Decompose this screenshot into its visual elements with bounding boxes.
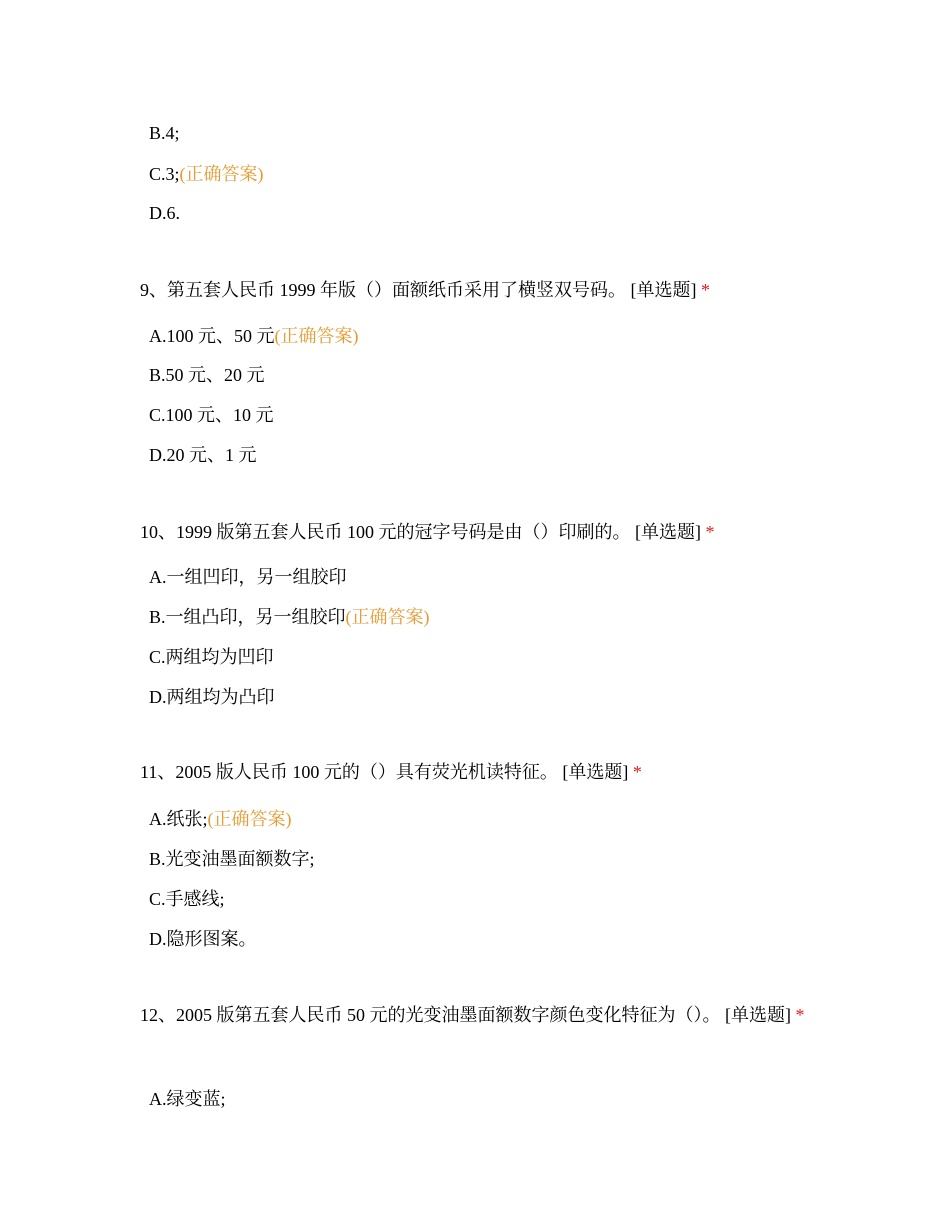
correct-answer-marker: (正确答案) bbox=[207, 809, 292, 829]
q8-option-d: D.6. bbox=[149, 203, 180, 223]
required-marker: * bbox=[705, 522, 715, 542]
question-text: 9、第五套人民币 1999 年版（）面额纸币采用了横竖双号码。 bbox=[140, 280, 626, 300]
q11-option-a: A.纸张;(正确答案) bbox=[149, 809, 292, 829]
q9-option-c: C.100 元、10 元 bbox=[149, 405, 274, 425]
question-text: 12、2005 版第五套人民币 50 元的光变油墨面额数字颜色变化特征为（）。 bbox=[140, 1005, 721, 1025]
correct-answer-marker: (正确答案) bbox=[274, 326, 359, 346]
q9-option-a: A.100 元、50 元(正确答案) bbox=[149, 326, 359, 346]
q9-option-b: B.50 元、20 元 bbox=[149, 365, 265, 385]
q9-option-d: D.20 元、1 元 bbox=[149, 445, 257, 465]
required-marker: * bbox=[632, 762, 642, 782]
q11-option-c: C.手感线; bbox=[149, 889, 225, 909]
q11-option-b: B.光变油墨面额数字; bbox=[149, 849, 315, 869]
question-type: [单选题] bbox=[562, 762, 629, 782]
q10-option-d: D.两组均为凸印 bbox=[149, 687, 275, 707]
question-type: [单选题] bbox=[630, 280, 697, 300]
q10-option-a: A.一组凹印，另一组胶印 bbox=[149, 567, 347, 587]
question-12 bbox=[140, 997, 805, 1033]
q12-option-a: A.绿变蓝; bbox=[149, 1089, 226, 1109]
correct-answer-marker: (正确答案) bbox=[345, 607, 430, 627]
required-marker: * bbox=[701, 280, 710, 300]
correct-answer-marker: (正确答案) bbox=[179, 164, 264, 184]
q8-option-b: B.4; bbox=[149, 123, 180, 143]
question-type: [单选题] bbox=[725, 1005, 791, 1025]
q11-option-d: D.隐形图案。 bbox=[149, 929, 257, 949]
question-text: 11、2005 版人民币 100 元的（）具有荧光机读特征。 bbox=[140, 762, 558, 782]
question-9 bbox=[140, 272, 805, 308]
question-text: 10、1999 版第五套人民币 100 元的冠字号码是由（）印刷的。 bbox=[140, 522, 631, 542]
required-marker: * bbox=[795, 1005, 805, 1025]
question-10 bbox=[140, 514, 805, 550]
q10-option-b: B.一组凸印，另一组胶印(正确答案) bbox=[149, 607, 430, 627]
question-11 bbox=[140, 754, 805, 790]
q8-option-c: C.3;(正确答案) bbox=[149, 164, 264, 184]
question-type: [单选题] bbox=[635, 522, 701, 542]
q10-option-c: C.两组均为凹印 bbox=[149, 647, 274, 667]
